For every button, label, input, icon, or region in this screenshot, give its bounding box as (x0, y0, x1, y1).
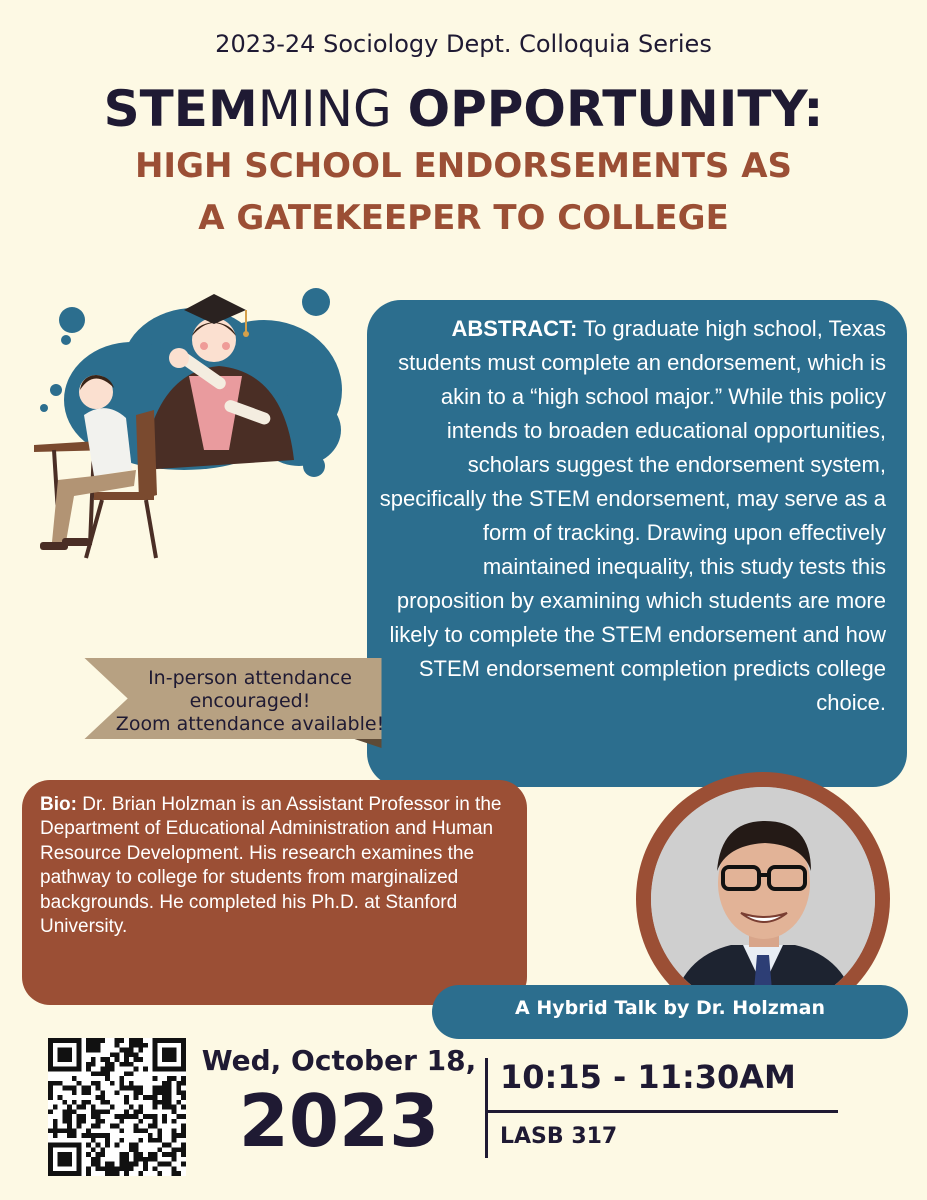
subtitle-line-1: HIGH SCHOOL ENDORSEMENTS AS (134, 146, 793, 186)
event-time: 10:15 - 11:30AM (500, 1058, 796, 1096)
event-year: 2023 (238, 1079, 440, 1163)
speaker-photo (651, 787, 875, 1011)
title-stem: STEM (103, 80, 258, 138)
series-title: 2023-24 Sociology Dept. Colloquia Series (215, 30, 712, 58)
subtitle-line-2: A GATEKEEPER TO COLLEGE (198, 198, 729, 238)
bio-text (40, 793, 512, 939)
abstract-body: To graduate high school, Texas students must complete an endorsement, which is akin to a “high school major.” While this policy intends to broaden educational opportunities, scholars suggest the endorsement system, specifically the STEM endorsement, may serve as a form of tracking. Drawing upon effectively maintained inequality, this study tests this proposition by examining which students are more likely to complete the STEM endorsement and how STEM endorsement completion predicts college choice. (379, 316, 886, 715)
event-room: LASB 317 (500, 1124, 618, 1149)
talk-title (0, 80, 927, 138)
hybrid-talk-text: A Hybrid Talk by Dr. Holzman (515, 997, 825, 1019)
divider-horizontal (485, 1110, 838, 1113)
students-graduation-illustration (14, 280, 374, 565)
qr-code-icon[interactable] (48, 1038, 186, 1176)
divider-vertical (485, 1058, 488, 1158)
title-opportunity: OPPORTUNITY: (407, 80, 824, 138)
abstract-text (378, 312, 886, 720)
bio-label: Bio: (40, 794, 77, 815)
attendance-line-2: encouraged! (189, 690, 311, 712)
speaker-portrait-icon (651, 787, 875, 1011)
event-date: Wed, October 18, (201, 1044, 477, 1077)
abstract-label: ABSTRACT: (451, 316, 578, 341)
attendance-line-1: In-person attendance (148, 667, 352, 689)
attendance-text (100, 667, 400, 736)
attendance-line-3: Zoom attendance available! (115, 713, 385, 735)
bio-body: Dr. Brian Holzman is an Assistant Professor in the Department of Educational Administration and Human Resource Development. His research examines the pathway to college for students from marginalized backgrounds. He completed his Ph.D. at Stanford University. (40, 794, 502, 938)
title-ming: MING (257, 80, 408, 138)
